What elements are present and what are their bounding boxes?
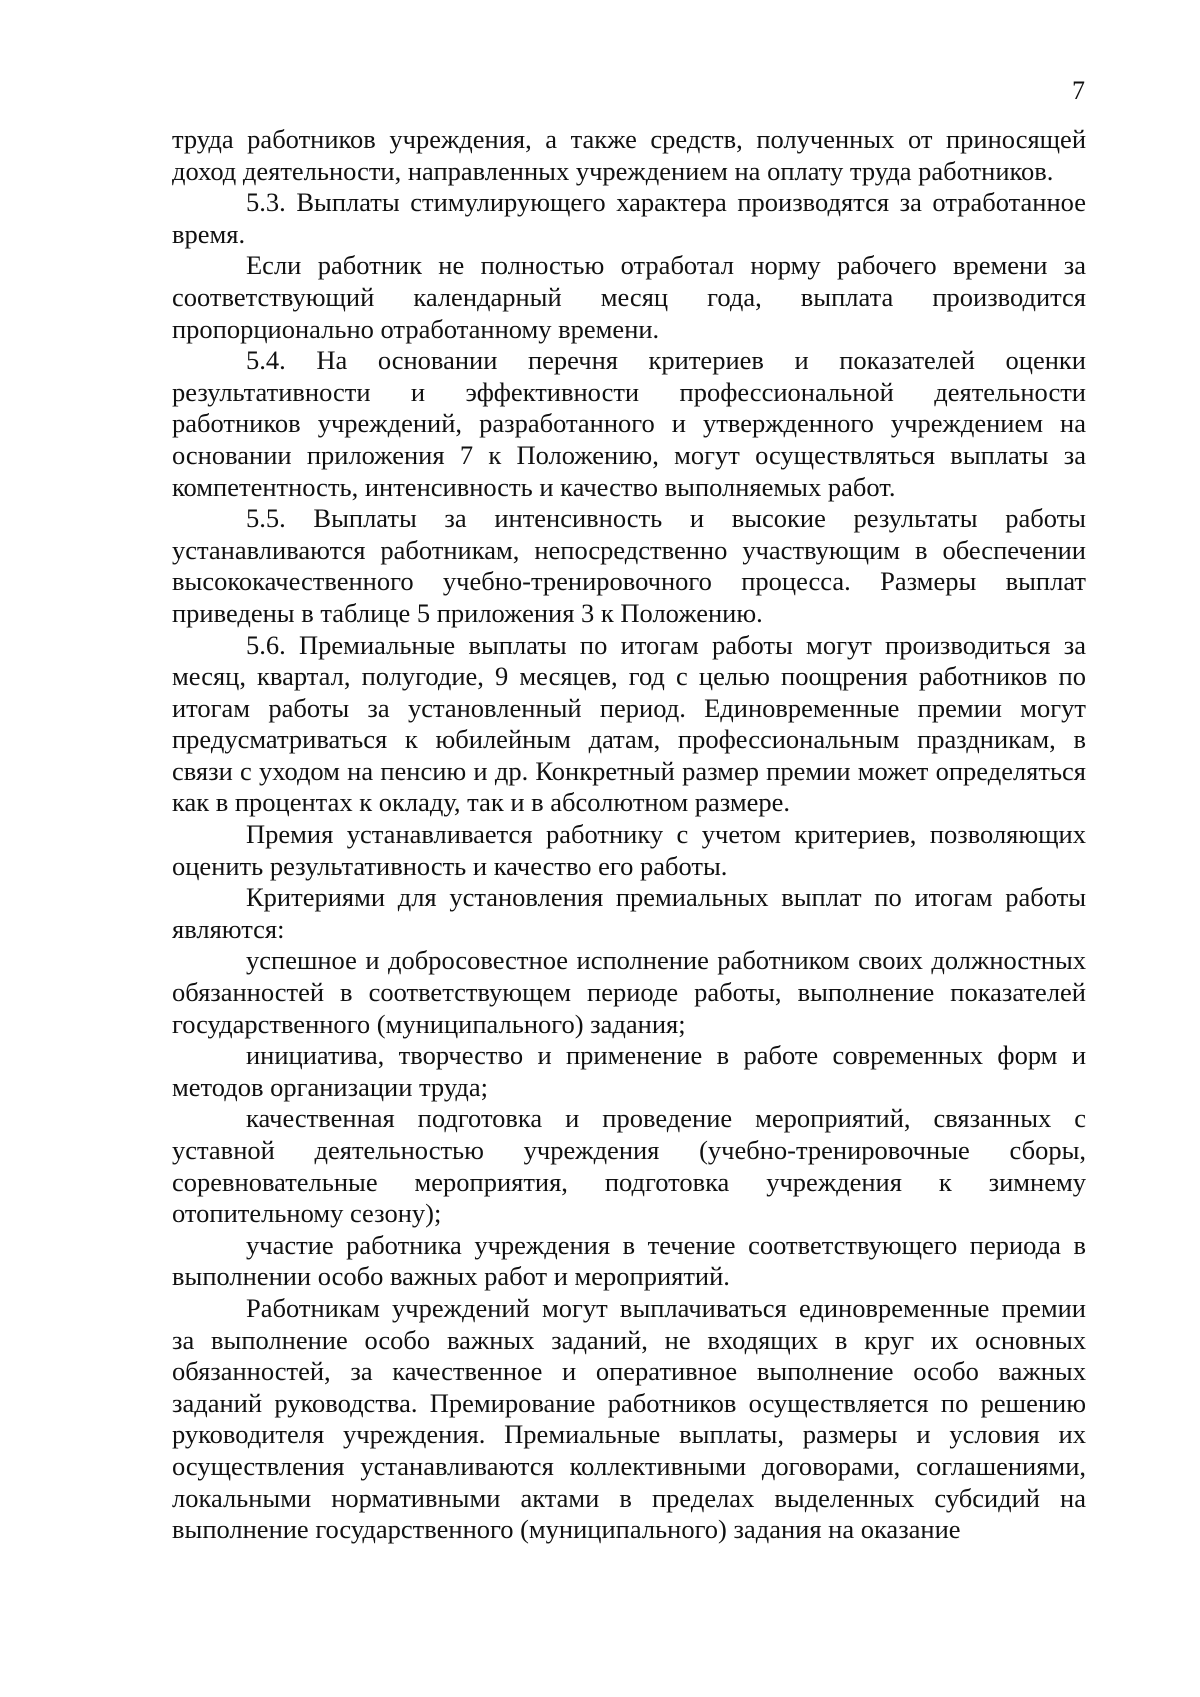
page-number: 7	[1072, 76, 1085, 105]
criteria-item-initiative: инициатива, творчество и применение в работе современных форм и методов организации труда;	[172, 1040, 1086, 1102]
paragraph-criteria-heading: Критериями для установления премиальных выплат по итогам работы являются:	[172, 882, 1086, 944]
paragraph-continuation: труда работников учреждения, а также средств, полученных от приносящей доход деятельности, направленных учреждением на оплату труда работников.	[172, 124, 1086, 186]
body-text	[172, 124, 1086, 1546]
paragraph-5-6: 5.6. Премиальные выплаты по итогам работы могут производиться за месяц, квартал, полугодие, 9 месяцев, год с целью поощрения работников по итогам работы за установленный период. Единовременные премии могут предусматриваться к юбилейным датам, профессиональным праздникам, в связи с уходом на пенсию и др. Конкретный размер премии может определяться как в процентах к окладу, так и в абсолютном размере.	[172, 629, 1086, 818]
criteria-item-participation: участие работника учреждения в течение соответствующего периода в выполнении особо важных работ и мероприятий.	[172, 1229, 1086, 1292]
paragraph-5-5: 5.5. Выплаты за интенсивность и высокие результаты работы устанавливаются работникам, непосредственно участвующим в обеспечении высококачественного учебно-тренировочного процесса. Размеры выплат приведены в таблице 5 приложения 3 к Положению.	[172, 503, 1086, 628]
paragraph-5-3: 5.3. Выплаты стимулирующего характера производятся за отработанное время.	[172, 187, 1086, 249]
paragraph-partial-time: Если работник не полностью отработал норму рабочего времени за соответствующий календарный месяц года, выплата производится пропорционально отработанному времени.	[172, 250, 1086, 344]
criteria-item-events: качественная подготовка и проведение мероприятий, связанных с уставной деятельностью учреждения (учебно-тренировочные сборы, соревновательные мероприятия, подготовка учреждения к зимнему отопительному сезону);	[172, 1103, 1086, 1229]
criteria-item-duties: успешное и добросовестное исполнение работником своих должностных обязанностей в соответствующем периоде работы, выполнение показателей государственного (муниципального) задания;	[172, 945, 1086, 1039]
paragraph-one-time-bonuses: Работникам учреждений могут выплачиваться единовременные премии за выполнение особо важных заданий, не входящих в круг их основных обязанностей, за качественное и оперативное выполнение особо важных заданий руководства. Премирование работников осуществляется по решению руководителя учреждения. Премиальные выплаты, размеры и условия их осуществления устанавливаются коллективными договорами, соглашениями, локальными нормативными актами в пределах выделенных субсидий на выполнение государственного (муниципального) задания на оказание	[172, 1292, 1086, 1545]
paragraph-bonus-criteria-intro: Премия устанавливается работнику с учетом критериев, позволяющих оценить результативность и качество его работы.	[172, 819, 1086, 881]
paragraph-5-4: 5.4. На основании перечня критериев и показателей оценки результативности и эффективности профессиональной деятельности работников учреждений, разработанного и утвержденного учреждением на основании приложения 7 к Положению, могут осуществляться выплаты за компетентность, интенсивность и качество выполняемых работ.	[172, 345, 1086, 502]
